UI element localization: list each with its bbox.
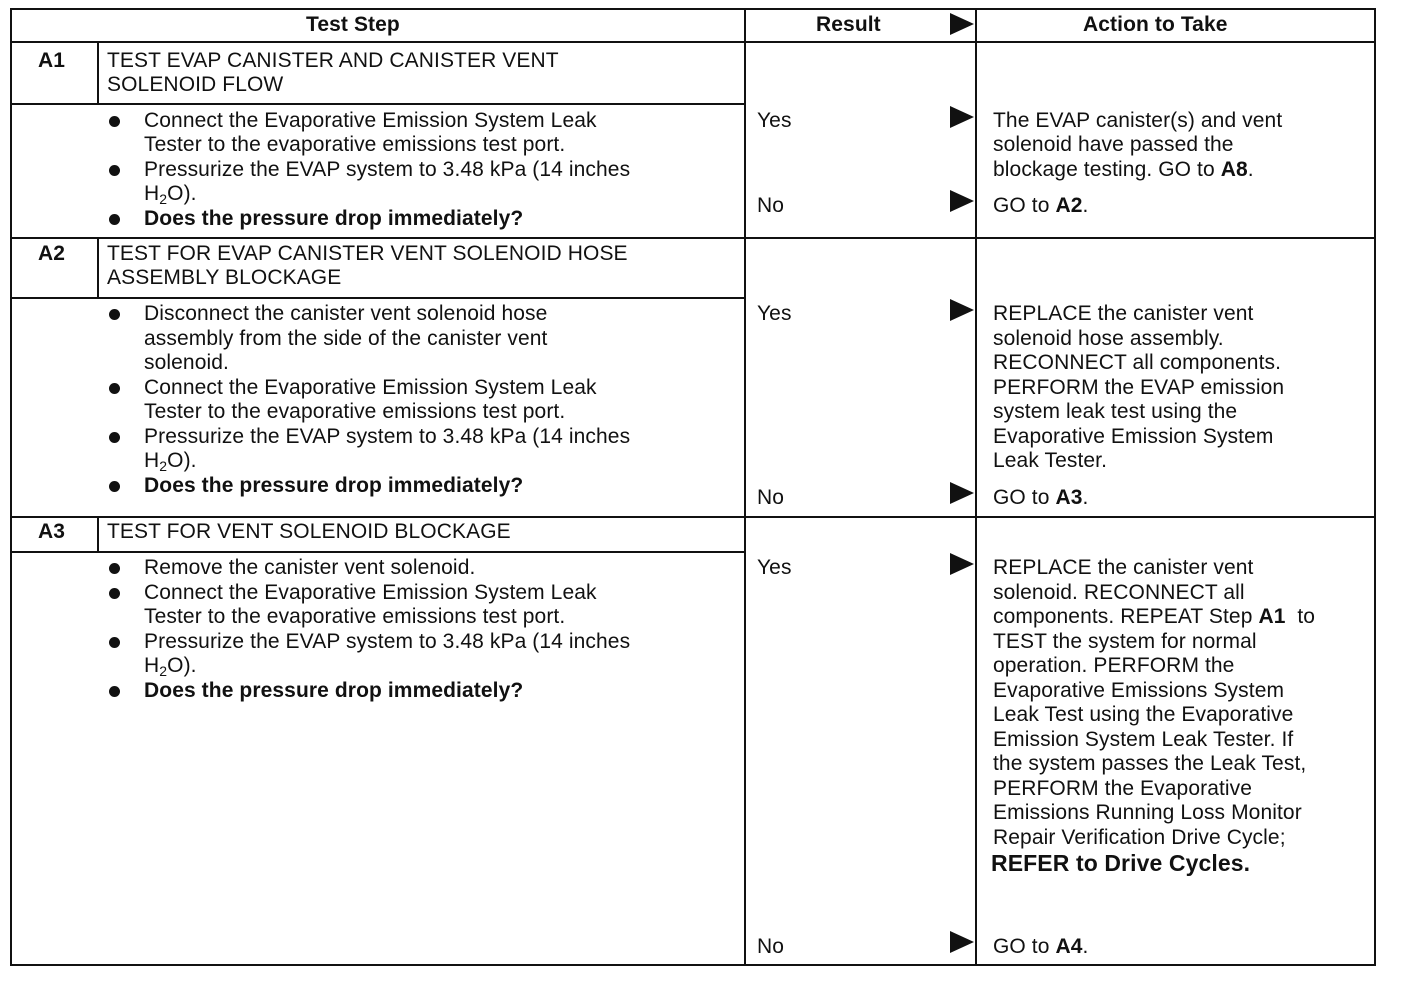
a3-yes-action-final: REFER to Drive Cycles.	[991, 850, 1251, 876]
column-divider-result	[744, 10, 746, 964]
a2-yes-action-line-4: PERFORM the EVAP emission	[993, 376, 1285, 399]
a2-no-arrow-icon	[950, 482, 974, 504]
a3-yes-action-line-3: components. REPEAT Step A1 to	[993, 605, 1316, 628]
a2-title-line-1: TEST FOR EVAP CANISTER VENT SOLENOID HOSE	[107, 242, 628, 265]
a2-yes-action-line-7: Leak Tester.	[993, 449, 1108, 472]
a2-bullet-4-line-1: Does the pressure drop immediately?	[144, 474, 524, 497]
a3-bullet-2-line-2: Tester to the evaporative emissions test port.	[144, 605, 566, 628]
a3-yes-action-line-1: REPLACE the canister vent	[993, 556, 1254, 579]
a3-yes-action-line-5: operation. PERFORM the	[993, 654, 1235, 677]
a2-bullet-3-line-1: Pressurize the EVAP system to 3.48 kPa (14 inches	[144, 425, 631, 448]
step-id-a1: A1	[38, 49, 66, 72]
a2-title-line-2: ASSEMBLY BLOCKAGE	[107, 266, 342, 289]
a1-yes-action-line-3: blockage testing. GO to A8.	[993, 158, 1254, 181]
a3-yes-arrow-icon	[950, 553, 974, 575]
a2-yes-action-line-3: RECONNECT all components.	[993, 351, 1282, 374]
column-divider-action	[975, 10, 977, 964]
a3-bullet-1-line-1: Remove the canister vent solenoid.	[144, 556, 476, 579]
a2-title-divider	[12, 297, 744, 299]
bullet-icon	[109, 637, 120, 648]
a3-yes-action-line-7: Leak Test using the Evaporative	[993, 703, 1294, 726]
bullet-icon	[109, 563, 120, 574]
a2-bullet-1-line-2: assembly from the side of the canister vent	[144, 327, 548, 350]
a1-bullet-3-line-1: Does the pressure drop immediately?	[144, 207, 524, 230]
a1-no-label: No	[757, 194, 785, 217]
a3-no-label: No	[757, 935, 785, 958]
a3-yes-label: Yes	[757, 556, 792, 579]
a3-bullet-3-line-1: Pressurize the EVAP system to 3.48 kPa (14 inches	[144, 630, 631, 653]
a2-id-divider	[97, 239, 99, 298]
a1-yes-label: Yes	[757, 109, 792, 132]
bullet-icon	[109, 116, 120, 127]
a1-bullet-1-line-1: Connect the Evaporative Emission System Leak	[144, 109, 597, 132]
a1-yes-action-line-1: The EVAP canister(s) and vent	[993, 109, 1283, 132]
a1-bullet-1-line-2: Tester to the evaporative emissions test port.	[144, 133, 566, 156]
a3-no-action: GO to A4.	[993, 935, 1089, 958]
a3-id-divider	[97, 518, 99, 552]
a1-title-divider	[12, 103, 744, 105]
header-test-step: Test Step	[306, 13, 400, 36]
a2-no-action: GO to A3.	[993, 486, 1089, 509]
a3-bullet-2-line-1: Connect the Evaporative Emission System Leak	[144, 581, 597, 604]
a2-no-label: No	[757, 486, 785, 509]
header-divider	[12, 41, 1374, 43]
a1-title-line-1: TEST EVAP CANISTER AND CANISTER VENT	[107, 49, 559, 72]
a3-bullet-3-line-2: $H_2O$).	[144, 654, 197, 679]
a2-bullet-1-line-1: Disconnect the canister vent solenoid hose	[144, 302, 548, 325]
a3-yes-action-line-6: Evaporative Emissions System	[993, 679, 1285, 702]
a2-bullet-3-line-2: $H_2O$).	[144, 449, 197, 474]
a2-yes-action-line-1: REPLACE the canister vent	[993, 302, 1254, 325]
a3-yes-action-line-4: TEST the system for normal	[993, 630, 1257, 653]
step-id-a3: A3	[38, 520, 66, 543]
a3-no-arrow-icon	[950, 931, 974, 953]
a1-yes-arrow-icon	[950, 106, 974, 128]
a2-bullet-2-line-2: Tester to the evaporative emissions test port.	[144, 400, 566, 423]
a1-yes-action-line-2: solenoid have passed the	[993, 133, 1234, 156]
a1-no-arrow-icon	[950, 190, 974, 212]
a3-yes-action-line-2: solenoid. RECONNECT all	[993, 581, 1245, 604]
a1-id-divider	[97, 43, 99, 104]
header-arrow-icon	[950, 13, 974, 35]
header-result: Result	[816, 13, 881, 36]
a2-yes-label: Yes	[757, 302, 792, 325]
a2-yes-action-line-5: system leak test using the	[993, 400, 1238, 423]
bullet-icon	[109, 481, 120, 492]
a3-yes-action-line-11: Emissions Running Loss Monitor	[993, 801, 1302, 824]
header-action: Action to Take	[1083, 13, 1228, 36]
a1-bullet-2-line-2: $H_2O$).	[144, 182, 197, 207]
a2-bullet-1-line-3: solenoid.	[144, 351, 229, 374]
a3-yes-action-line-9: the system passes the Leak Test,	[993, 752, 1307, 775]
bullet-icon	[109, 309, 120, 320]
a1-title-line-2: SOLENOID FLOW	[107, 73, 284, 96]
a2-yes-action-line-2: solenoid hose assembly.	[993, 327, 1224, 350]
bullet-icon	[109, 588, 120, 599]
a2-yes-action-line-6: Evaporative Emission System	[993, 425, 1274, 448]
a3-bullet-4-line-1: Does the pressure drop immediately?	[144, 679, 524, 702]
bullet-icon	[109, 383, 120, 394]
bullet-icon	[109, 165, 120, 176]
a3-title-divider	[12, 551, 744, 553]
a1-no-action: GO to A2.	[993, 194, 1089, 217]
a2-bullet-2-line-1: Connect the Evaporative Emission System Leak	[144, 376, 597, 399]
bullet-icon	[109, 432, 120, 443]
a1-bullet-2-line-1: Pressurize the EVAP system to 3.48 kPa (14 inches	[144, 158, 631, 181]
step-id-a2: A2	[38, 242, 66, 265]
a2-yes-arrow-icon	[950, 299, 974, 321]
a3-yes-action-line-12: Repair Verification Drive Cycle;	[993, 826, 1286, 849]
bullet-icon	[109, 214, 120, 225]
a3-title-line-1: TEST FOR VENT SOLENOID BLOCKAGE	[107, 520, 511, 543]
a1-section-divider	[12, 237, 1374, 239]
bullet-icon	[109, 686, 120, 697]
a3-yes-action-line-8: Emission System Leak Tester. If	[993, 728, 1294, 751]
a2-section-divider	[12, 516, 1374, 518]
a3-yes-action-line-10: PERFORM the Evaporative	[993, 777, 1253, 800]
